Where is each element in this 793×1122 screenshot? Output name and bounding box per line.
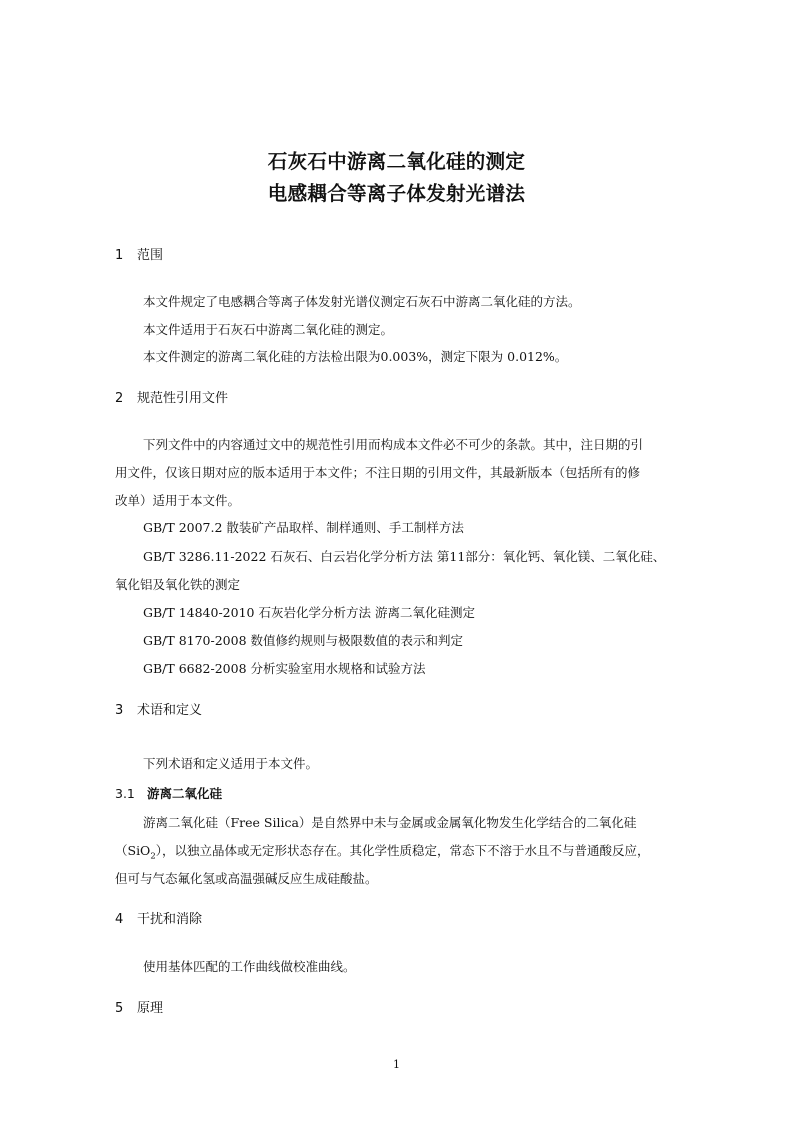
section-title: 干扰和消除 — [137, 912, 203, 927]
definition-text: （SiO — [115, 843, 151, 858]
subscript: 2 — [150, 851, 156, 862]
paragraph: 下列术语和定义适用于本文件。 — [143, 756, 319, 771]
definition-line: 游离二氧化硅（Free Silica）是自然界中未与金属或金属氧化物发生化学结合的二氧化硅 — [143, 815, 637, 830]
section-title: 规范性引用文件 — [137, 391, 229, 406]
section-number: 5 — [115, 1001, 124, 1016]
section-number: 3 — [115, 703, 124, 718]
reference-item: GB/T 14840-2010 石灰岩化学分析方法 游离二氧化硅测定 — [143, 605, 475, 620]
subsection-heading-free-silica — [115, 784, 222, 802]
section-heading-interference — [115, 908, 202, 927]
section-title: 术语和定义 — [137, 703, 203, 718]
doc-title-line1: 石灰石中游离二氧化硅的测定 — [267, 150, 526, 173]
definition-text: ），以独立晶体或无定形状态存在。其化学性质稳定，常态下不溶于水且不与普通酸反应， — [155, 843, 650, 858]
paragraph: 本文件适用于石灰石中游离二氧化硅的测定。 — [143, 322, 394, 337]
paragraph: 本文件测定的游离二氧化硅的方法检出限为0.003%，测定下限为 0.012%。 — [143, 349, 568, 364]
reference-item-continuation: 氧化铝及氧化铁的测定 — [115, 577, 241, 592]
definition-line: 但可与气态氟化氢或高温强碱反应生成硅酸盐。 — [115, 871, 378, 886]
definition-line — [115, 841, 650, 862]
paragraph: 本文件规定了电感耦合等离子体发射光谱仪测定石灰石中游离二氧化硅的方法。 — [143, 294, 581, 309]
subsection-title: 游离二氧化硅 — [147, 786, 223, 801]
paragraph-line: 下列文件中的内容通过文中的规范性引用而构成本文件必不可少的条款。其中，注日期的引 — [143, 437, 644, 452]
section-title: 范围 — [137, 248, 164, 263]
paragraph-line: 改单）适用于本文件。 — [115, 493, 241, 508]
section-heading-scope — [115, 244, 163, 263]
reference-item: GB/T 3286.11-2022 石灰石、白云岩化学分析方法 第11部分：氧化钙、氧化镁、二氧化硅、 — [143, 549, 666, 564]
paragraph-line: 用文件，仅该日期对应的版本适用于本文件；不注日期的引用文件，其最新版本（包括所有的修 — [115, 465, 641, 480]
section-number: 2 — [115, 391, 124, 406]
section-heading-terms — [115, 699, 202, 718]
section-number: 4 — [115, 912, 124, 927]
page-number: 1 — [393, 1058, 400, 1071]
paragraph: 使用基体匹配的工作曲线做校准曲线。 — [143, 959, 356, 974]
section-number: 1 — [115, 248, 124, 263]
section-heading-principle — [115, 997, 163, 1016]
subsection-number: 3.1 — [115, 786, 135, 801]
section-title: 原理 — [137, 1001, 164, 1016]
section-heading-normative-references — [115, 387, 228, 406]
doc-title-line2: 电感耦合等离子体发射光谱法 — [267, 182, 526, 205]
reference-item: GB/T 2007.2 散装矿产品取样、制样通则、手工制样方法 — [143, 520, 464, 535]
reference-item: GB/T 6682-2008 分析实验室用水规格和试验方法 — [143, 661, 426, 676]
reference-item: GB/T 8170-2008 数值修约规则与极限数值的表示和判定 — [143, 633, 464, 648]
